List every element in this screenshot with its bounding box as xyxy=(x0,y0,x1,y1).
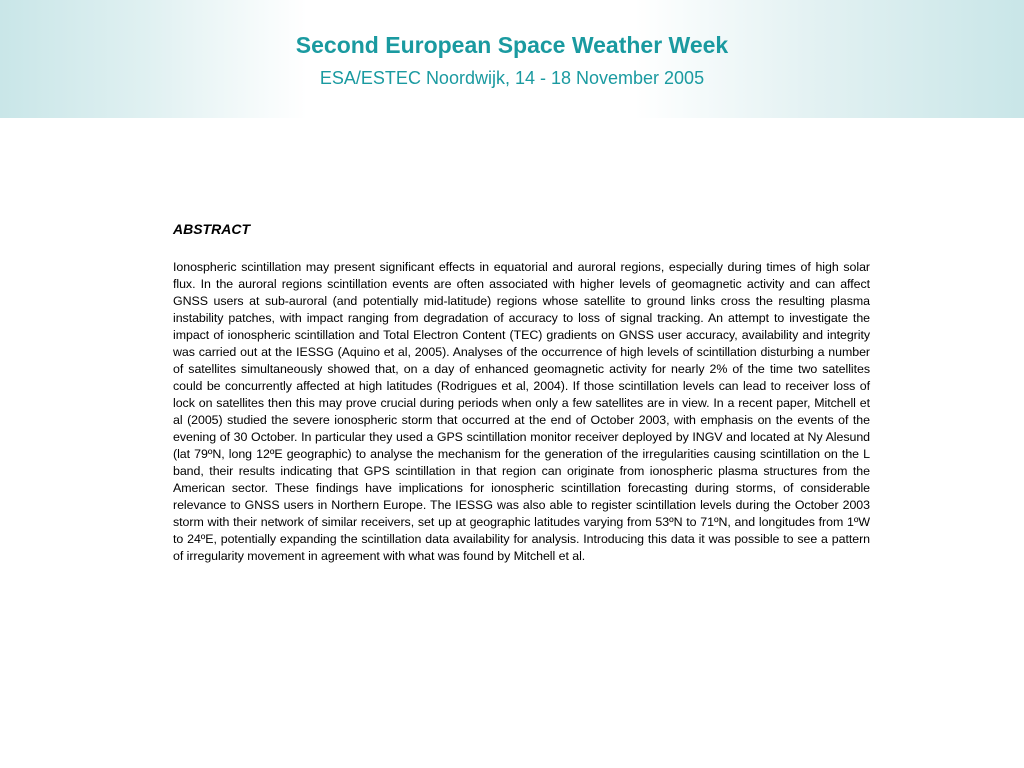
abstract-heading: ABSTRACT xyxy=(173,221,250,237)
abstract-body: Ionospheric scintillation may present significant effects in equatorial and auroral regions, especially during times of high solar flux. In the auroral regions scintillation events are often associated with higher levels of geomagnetic activity and can affect GNSS users at sub-auroral (and potentially mid-latitude) regions whose satellite to ground links cross the resulting plasma instability patches, with impact ranging from degradation of accuracy to loss of signal tracking. An attempt to investigate the impact of ionospheric scintillation and Total Electron Content (TEC) gradients on GNSS user accuracy, availability and integrity was carried out at the IESSG (Aquino et al, 2005). Analyses of the occurrence of high levels of scintillation disturbing a number of satellites simultaneously showed that, on a day of enhanced geomagnetic activity for nearly 2% of the time two satellites could be concurrently affected at high latitudes (Rodrigues et al, 2004). If those scintillation levels can lead to receiver loss of lock on satellites then this may prove crucial during periods when only a few satellites are in view. In a recent paper, Mitchell et al (2005) studied the severe ionospheric storm that occurred at the end of October 2003, with emphasis on the events of the evening of 30 October. In particular they used a GPS scintillation monitor receiver deployed by INGV and located at Ny Alesund (lat 79ºN, long 12ºE geographic) to analyse the mechanism for the generation of the irregularities causing scintillation on the L band, their results indicating that GPS scintillation in that region can originate from ionospheric plasma structures from the American sector. These findings have implications for ionospheric scintillation forecasting during storms, of considerable relevance to GNSS users in Northern Europe. The IESSG was also able to register scintillation levels during the October 2003 storm with their network of similar receivers, set up at geographic latitudes varying from 53ºN to 71ºN, and longitudes from 1ºW to 24ºE, potentially expanding the scintillation data availability for analysis. Introducing this data it was possible to see a pattern of irregularity movement in agreement with what was found by Mitchell et al. xyxy=(173,260,870,563)
header-banner xyxy=(0,0,1024,118)
conference-title: Second European Space Weather Week xyxy=(295,32,729,58)
abstract-section xyxy=(173,219,870,565)
conference-subtitle: ESA/ESTEC Noordwijk, 14 - 18 November 2005 xyxy=(319,68,705,88)
